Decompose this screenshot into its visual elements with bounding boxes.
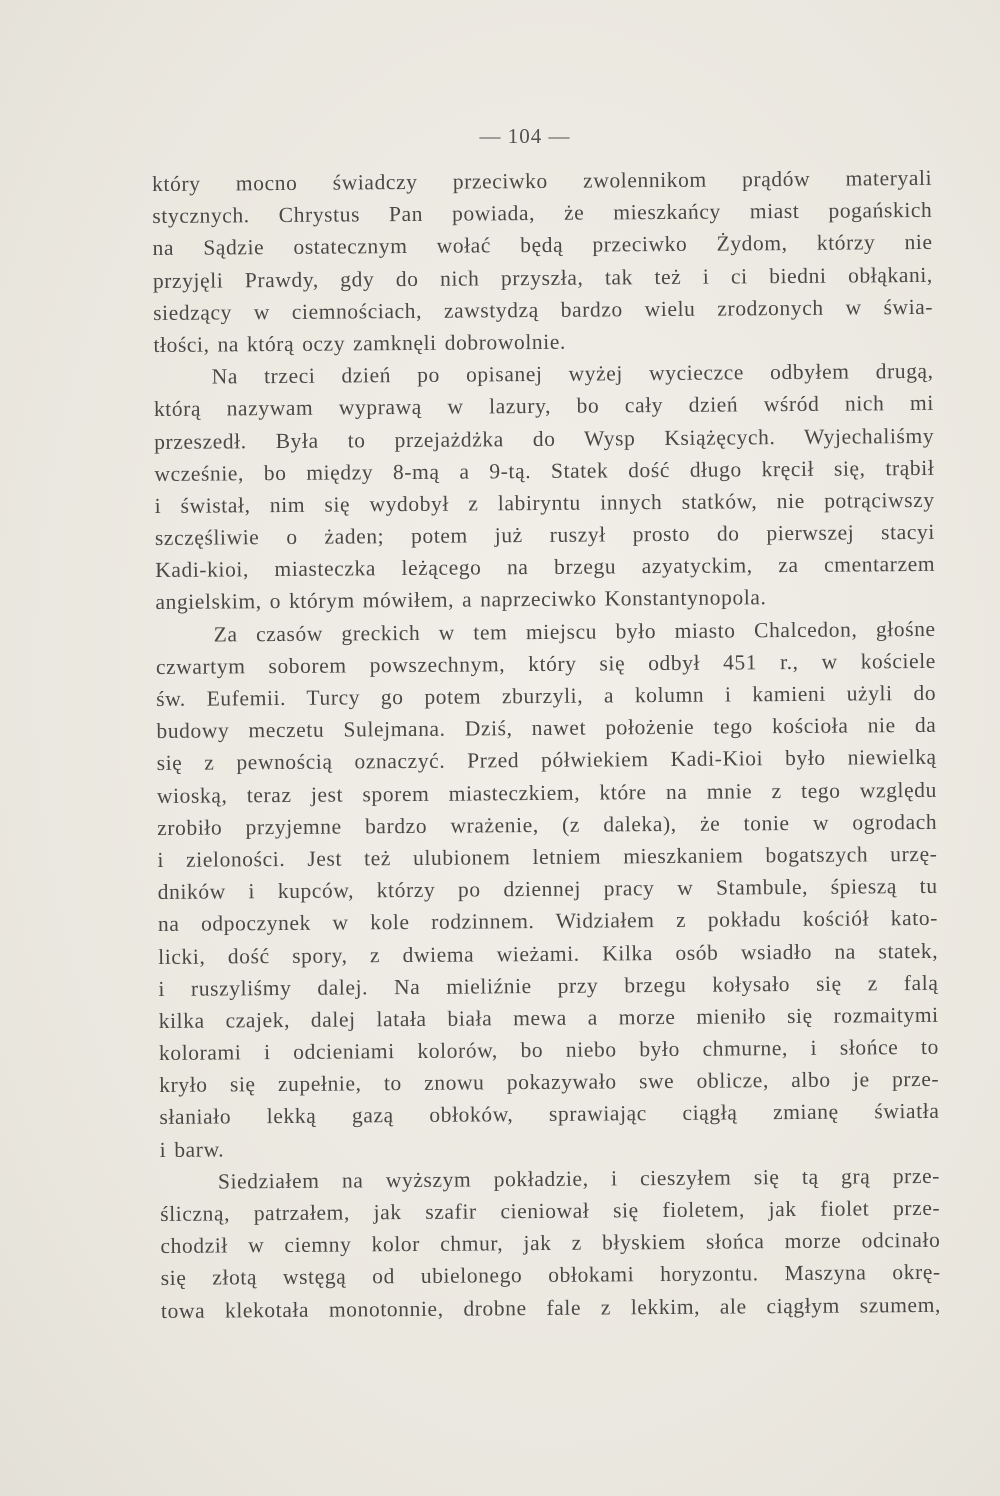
text-line: Kadi-kioi, miasteczka leżącego na brzegu azyatyckim, za cmentarzem bbox=[155, 552, 936, 583]
text-line: śliczną, patrzałem, jak szafir cieniował się fioletem, jak fiolet prze- bbox=[160, 1195, 941, 1226]
text-line: licki, dość spory, z dwiema wieżami. Kilka osób wsiadło na statek, bbox=[158, 938, 939, 969]
text-line: dników i kupców, którzy po dziennej pracy w Stambule, śpieszą tu bbox=[157, 873, 938, 905]
text-line: chodził w ciemny kolor chmur, jak z błyskiem słońca morze odcinało bbox=[160, 1228, 941, 1259]
text-line: kolorami i odcieniami kolorów, bo niebo było chmurne, i słońce to bbox=[158, 1034, 940, 1066]
text-line: czwartym soborem powszechnym, który się odbył 451 r., w kościele bbox=[155, 648, 936, 679]
text-line: który mocno świadczy przeciwko zwolennikom prądów materyali bbox=[152, 165, 933, 196]
text-line: i świstał, nim się wydobył z labiryntu innych statków, nie potrąciwszy bbox=[154, 487, 935, 518]
text-line: na odpoczynek w kole rodzinnem. Widziałem z pokładu kościół kato- bbox=[157, 906, 939, 937]
text-line: się z pewnością oznaczyć. Przed półwiekiem Kadi-Kioi było niewielką bbox=[156, 745, 937, 776]
text-line: przyjęli Prawdy, gdy do nich przyszła, tak też i ci biedni obłąkani, bbox=[152, 262, 933, 293]
text-line: kilka czajek, dalej latała biała mewa a morze mieniło się rozmaitymi bbox=[158, 1002, 939, 1033]
text-line: przeszedł. Była to przejażdżka do Wysp Książęcych. Wyjechaliśmy bbox=[154, 423, 935, 454]
text-line: którą nazywam wyprawą w lazury, bo cały dzień wśród nich mi bbox=[153, 391, 934, 422]
text-line: i barw. bbox=[159, 1137, 225, 1162]
text-line: na Sądzie ostatecznym wołać będą przeciwko Żydom, którzy nie bbox=[152, 230, 933, 261]
body-text bbox=[152, 162, 941, 1327]
text-line: siedzący w ciemnościach, zawstydzą bardzo wielu zrodzonych w świa- bbox=[153, 294, 934, 325]
text-line: wioską, teraz jest sporem miasteczkiem, które na mnie z tego względu bbox=[156, 777, 937, 808]
text-line: stycznych. Chrystus Pan powiada, że mieszkańcy miast pogańskich bbox=[152, 198, 933, 229]
text-line: budowy meczetu Sulejmana. Dziś, nawet położenie tego kościoła nie da bbox=[156, 713, 937, 744]
text-line: słaniało lekką gazą obłoków, sprawiając ciągłą zmianę światła bbox=[159, 1099, 940, 1130]
text-line: się złotą wstęgą od ubielonego obłokami horyzontu. Maszyna okrę- bbox=[160, 1260, 941, 1291]
text-line: Siedziałem na wyższym pokładzie, i cieszyłem się tą grą prze- bbox=[217, 1163, 941, 1194]
text-line: Za czasów greckich w tem miejscu było miasto Chalcedon, głośne bbox=[213, 616, 936, 647]
text-line: tłości, na którą oczy zamknęli dobrowolnie. bbox=[153, 329, 567, 357]
text-line: wcześnie, bo między 8-mą a 9-tą. Statek dość długo kręcił się, trąbił bbox=[154, 455, 935, 486]
page-number: — 104 — bbox=[479, 124, 571, 148]
text-line: Na trzeci dzień po opisanej wyżej wycieczce odbyłem drugą, bbox=[211, 358, 934, 389]
text-line: zrobiło przyjemne bardzo wrażenie, (z daleka), że tonie w ogrodach bbox=[157, 809, 938, 840]
text-line: i zieloności. Jest też ulubionem letniem mieszkaniem bogatszych urzę- bbox=[157, 841, 938, 872]
text-line: angielskim, o którym mówiłem, a naprzeciwko Konstantynopola. bbox=[155, 585, 767, 615]
text-line: towa klekotała monotonnie, drobne fale z lekkim, ale ciągłym szumem, bbox=[160, 1292, 942, 1323]
text-line: szczęśliwie o żaden; potem już ruszył prosto do pierwszej stacyi bbox=[154, 519, 935, 551]
text-line: św. Eufemii. Turcy go potem zburzyli, a kolumn i kamieni użyli do bbox=[156, 680, 937, 711]
text-line: i ruszyliśmy dalej. Na mieliźnie przy brzegu kołysało się z falą bbox=[158, 970, 939, 1001]
text-line: kryło się zupełnie, to znowu pokazywało swe oblicze, albo je prze- bbox=[159, 1067, 940, 1098]
